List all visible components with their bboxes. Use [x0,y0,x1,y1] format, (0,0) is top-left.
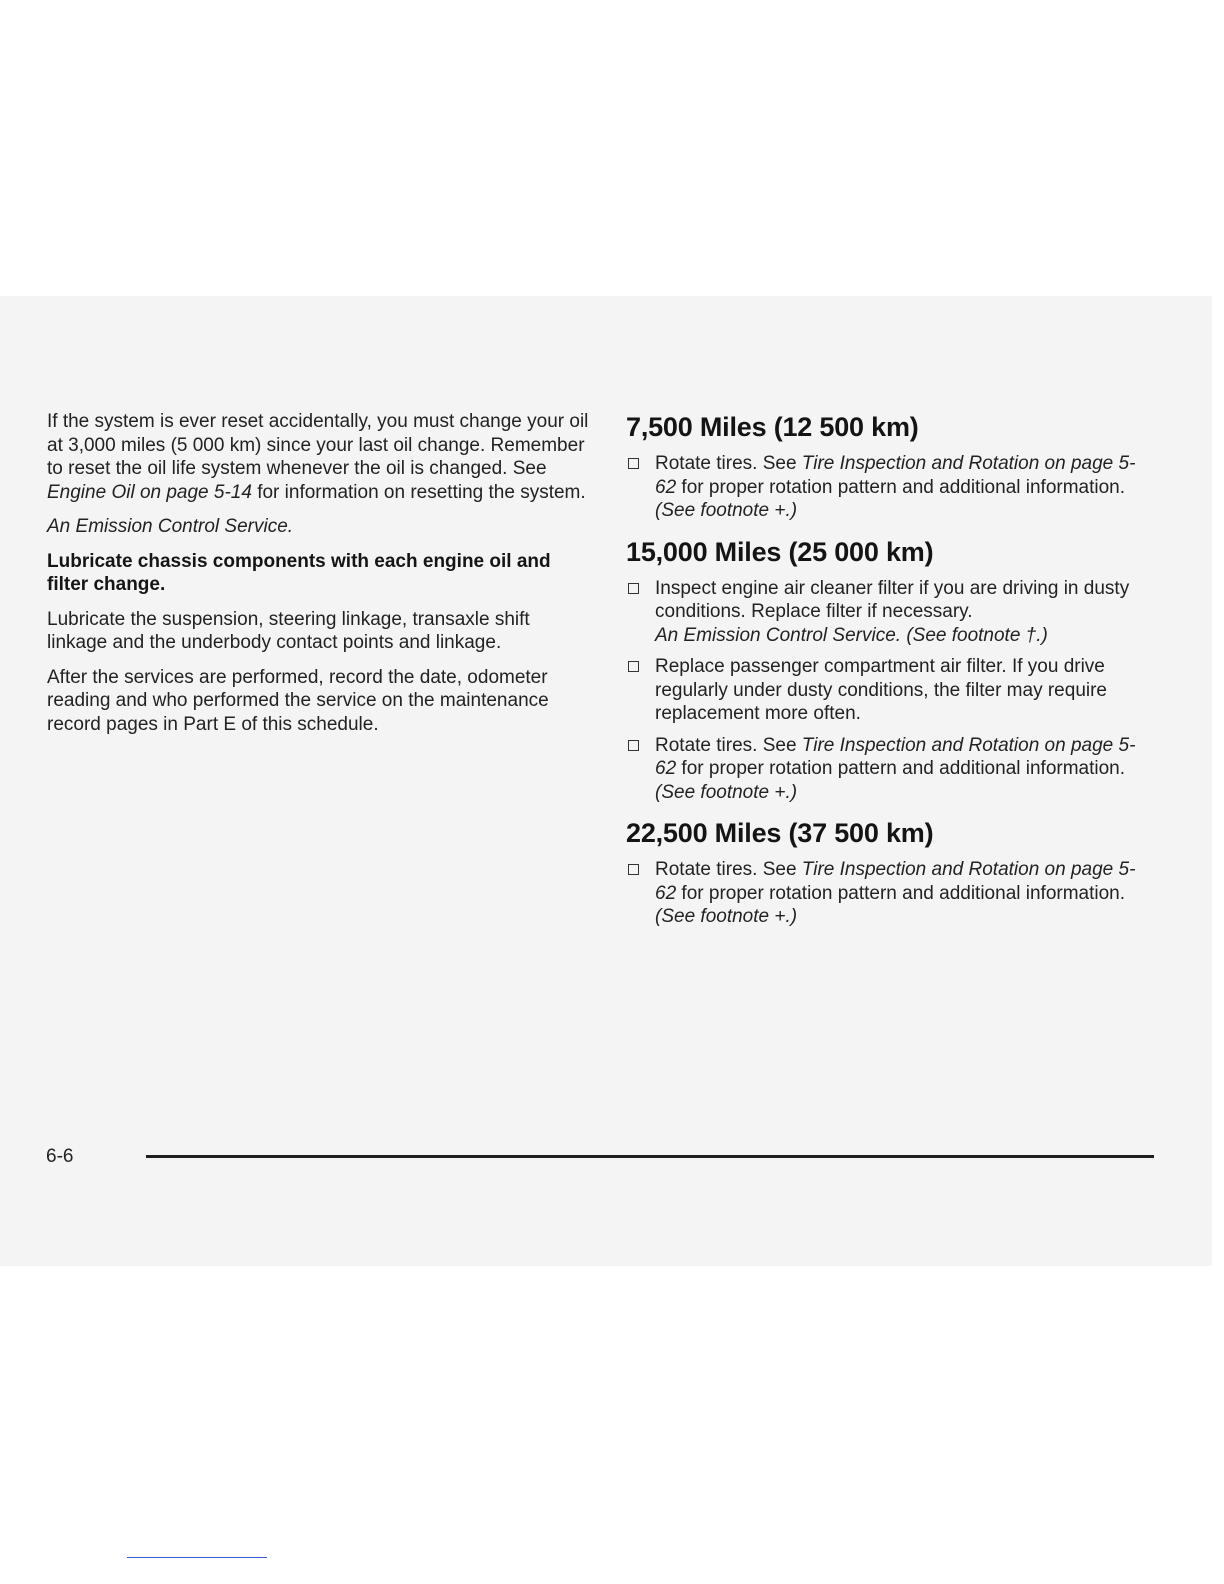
item-note: An Emission Control Service. (See footnote †.) [655,624,1048,646]
section-22500 [626,816,1146,929]
lubricate-heading: Lubricate chassis components with each engine oil and filter change. [47,550,551,595]
service-item [626,577,1146,648]
page-number: 6-6 [46,1146,74,1167]
item-tail: for proper rotation pattern and additional information. [676,476,1126,498]
service-item [626,452,1146,523]
record-paragraph: After the services are performed, record the date, odometer reading and who performed the service on the maintenance record pages in Part E of this schedule. [47,666,549,735]
emission-note: An Emission Control Service. [47,516,294,537]
bottom-divider [127,1557,267,1558]
item-note: (See footnote +.) [655,781,798,803]
item-reference: Tire Inspection and Rotation on page 5-62 [655,734,1136,779]
section-heading: 7,500 Miles (12 500 km) [626,412,919,442]
item-tail: for proper rotation pattern and additional information. [676,882,1126,904]
item-text: Replace passenger compartment air filter. If you drive regularly under dusty conditions, the filter may require replacement more often. [655,656,1108,724]
checkbox-icon [628,458,639,469]
service-item [626,858,1146,929]
left-column [47,410,592,747]
section-heading: 22,500 Miles (37 500 km) [626,818,934,848]
right-column [626,410,1146,941]
item-text: Rotate tires. See [655,453,802,474]
oil-reset-paragraph [47,410,592,504]
oil-reset-tail: for information on resetting the system. [251,481,586,503]
item-text: Inspect engine air cleaner filter if you are driving in dusty conditions. Replace filter if necessary. [655,577,1130,622]
checkbox-icon [628,583,639,594]
item-reference: Tire Inspection and Rotation on page 5-62 [655,859,1136,904]
item-note: (See footnote +.) [655,500,798,521]
section-15000 [626,535,1146,805]
section-7500 [626,410,1146,523]
oil-reset-text: If the system is ever reset accidentally, you must change your oil at 3,000 miles (5 000 km) since your last oil change. Remember to reset the oil life system whenever the oil is changed. See [47,411,589,479]
checkbox-icon [628,740,639,751]
engine-oil-reference: Engine Oil on page 5-14 [47,481,252,503]
checkbox-icon [628,864,639,875]
section-heading: 15,000 Miles (25 000 km) [626,536,934,567]
item-reference: Tire Inspection and Rotation on page 5-62 [655,453,1136,498]
item-tail: for proper rotation pattern and additional information. [676,758,1126,779]
item-note: (See footnote +.) [655,906,798,927]
item-text: Rotate tires. See [655,734,802,756]
service-item [626,655,1146,726]
lubricate-paragraph: Lubricate the suspension, steering linkage, transaxle shift linkage and the underbody contact points and linkage. [47,608,530,653]
checkbox-icon [628,661,639,672]
service-item [626,734,1146,805]
footer-rule [146,1155,1154,1158]
item-text: Rotate tires. See [655,859,802,880]
